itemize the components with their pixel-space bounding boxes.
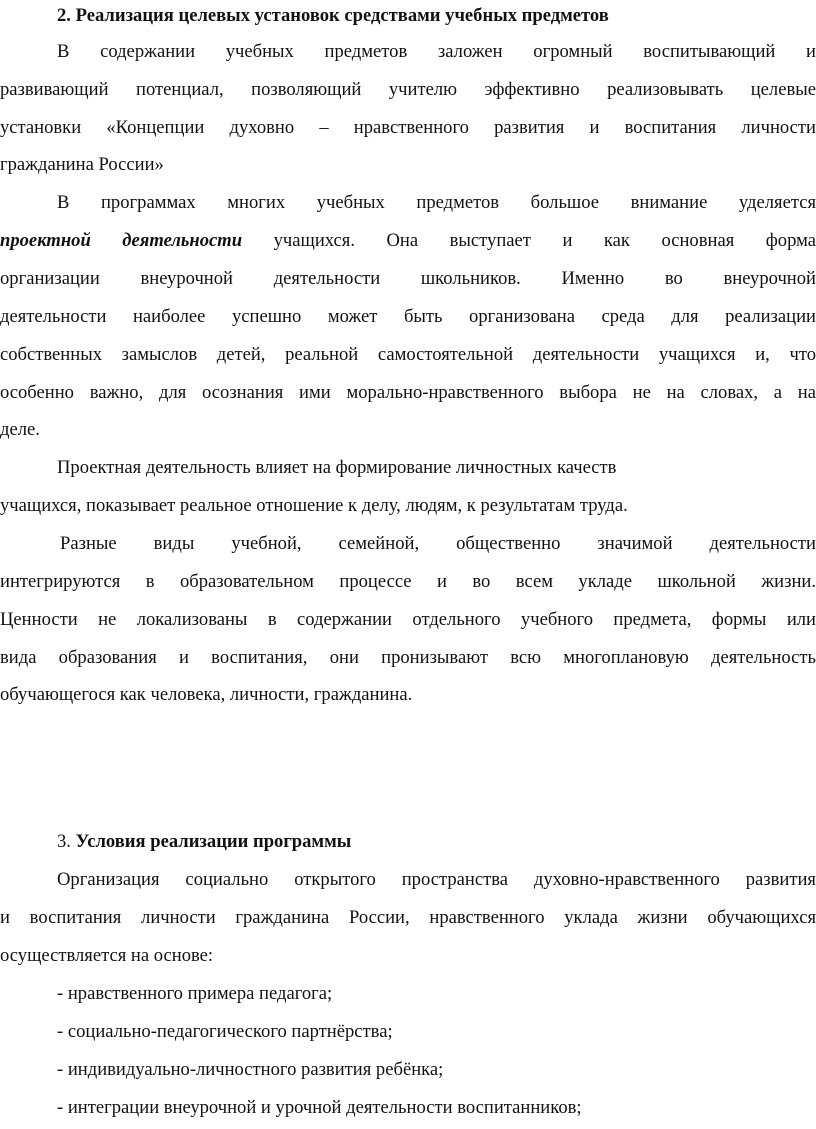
s2-p3-line1: Проектная деятельность влияет на формирование личностных качеств	[57, 457, 617, 478]
s2-p4-line4: вида образования и воспитания, они пронизывают всю многоплановую деятельность	[0, 647, 816, 668]
section-3-number: 3.	[57, 831, 71, 852]
list-item: - нравственного примера педагога;	[57, 983, 333, 1004]
s2-p2-line5: собственных замыслов детей, реальной самостоятельной деятельности учащихся и, что	[0, 344, 816, 365]
s2-p2-line3: организации внеурочной деятельности школьников. Именно во внеурочной	[0, 268, 816, 289]
s2-p2-line7: деле.	[0, 419, 40, 440]
section-2-heading	[0, 4, 816, 28]
section-3-heading	[0, 830, 816, 854]
s2-p1-line4: гражданина России»	[0, 154, 164, 175]
section-2-number: 2.	[57, 5, 71, 26]
s2-p2-line6: особенно важно, для осознания ими морально-нравственного выбора не на словах, а на	[0, 382, 816, 403]
s3-p1-line1: Организация социально открытого пространства духовно-нравственного развития	[57, 869, 816, 890]
s2-p1-line2: развивающий потенциал, позволяющий учителю эффективно реализовывать целевые	[0, 79, 816, 100]
s2-p4-line1: Разные виды учебной, семейной, общественно значимой деятельности	[60, 533, 816, 554]
s2-p2-line1: В программах многих учебных предметов большое внимание уделяется	[57, 192, 816, 213]
s3-p1-line2: и воспитания личности гражданина России, нравственного уклада жизни обучающихся	[0, 907, 816, 928]
section-3-title: Условия реализации программы	[75, 831, 352, 852]
s2-p1-line1: В содержании учебных предметов заложен огромный воспитывающий и	[57, 41, 816, 62]
s2-p3-line2: учащихся, показывает реальное отношение к делу, людям, к результатам труда.	[0, 495, 628, 516]
s2-p2-line4: деятельности наиболее успешно может быть организована среда для реализации	[0, 306, 816, 327]
s2-p2-line2-rest: учащихся. Она выступает и как основная форма	[242, 230, 816, 251]
s2-p4-line5: обучающегося как человека, личности, гражданина.	[0, 684, 413, 705]
s2-p4-line3: Ценности не локализованы в содержании отдельного учебного предмета, формы или	[0, 609, 816, 630]
list-item: - индивидуально-личностного развития ребёнка;	[57, 1059, 444, 1080]
section-2-title: Реализация целевых установок средствами учебных предметов	[75, 5, 609, 26]
s2-p4-line2: интегрируются в образовательном процессе и во всем укладе школьной жизни.	[0, 571, 816, 592]
s2-p1-line3: установки «Концепции духовно – нравственного развития и воспитания личности	[0, 117, 816, 138]
project-activity-emphasis: проектной деятельности	[0, 230, 243, 251]
s3-p1-line3: осуществляется на основе:	[0, 945, 214, 966]
list-item: - социально-педагогического партнёрства;	[57, 1021, 393, 1042]
list-item: - интеграции внеурочной и урочной деятельности воспитанников;	[57, 1097, 582, 1118]
s2-p2-line2	[0, 229, 816, 253]
